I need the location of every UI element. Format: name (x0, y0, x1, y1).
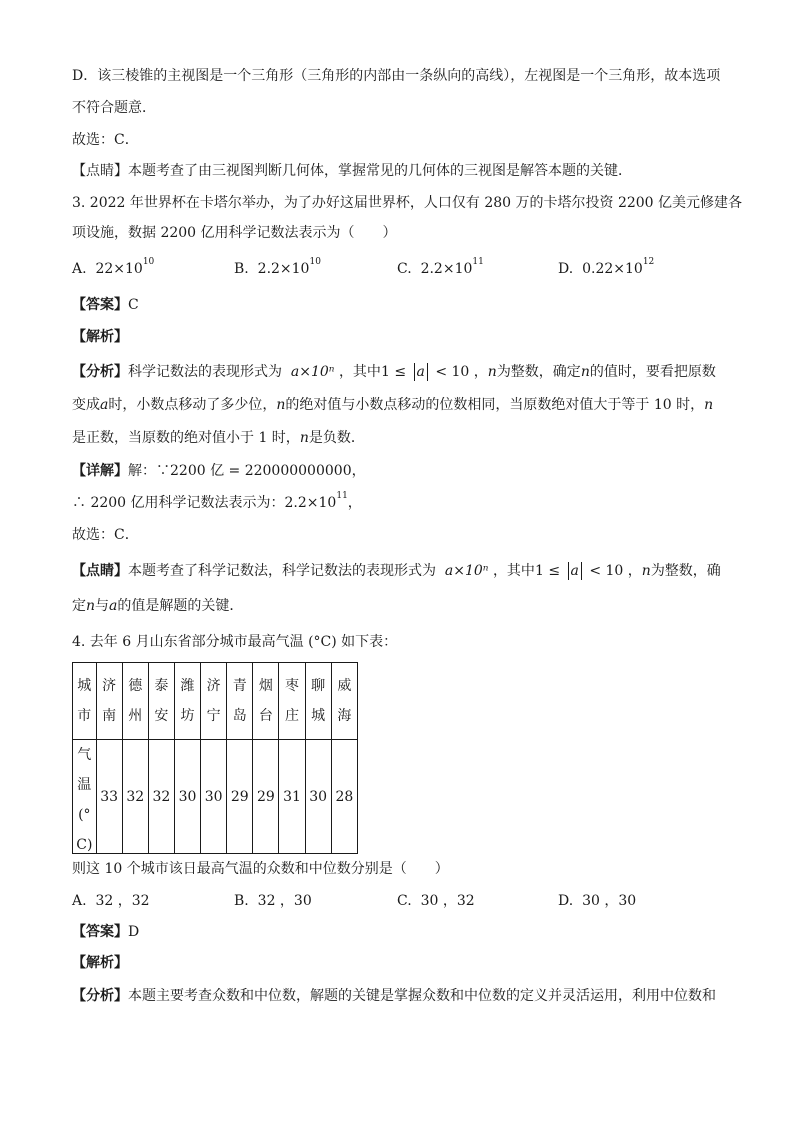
because-symbol: ∵ (156, 463, 170, 479)
table-cell-city: 烟台 (253, 663, 279, 740)
q3-option-d: D. $0.22\times 10^{12}$ (558, 257, 655, 277)
table-header-temperature: 气温(°C) (73, 740, 97, 854)
previous-choose-line: 故选：C． (72, 132, 139, 148)
answer-value: D (128, 924, 140, 940)
table-cell-temp: 31 (279, 740, 305, 854)
q3-stem-line2: 项设施，数据 2200 亿用科学记数法表示为（ ） (72, 225, 397, 241)
table-cell-city: 青岛 (227, 663, 253, 740)
table-cell-city: 泰安 (148, 663, 174, 740)
q3-fenxi-line3: 是正数，当原数的绝对值小于 1 时，n是负数． (72, 430, 365, 446)
previous-comment-line: 【点睛】本题考查了由三视图判断几何体，掌握常见的几何体的三视图是解答本题的关键． (72, 163, 632, 179)
q3-detail-line2: ∴ 2200 亿用科学记数法表示为：$2.2\times 10^{11}$， (72, 491, 362, 511)
q3-answer-line (72, 295, 139, 315)
detail-label: 【详解】 (72, 463, 128, 479)
q3-detail-line1: 【详解】解：∵2200 亿 = 220000000000， (72, 463, 366, 479)
option-d-explanation-line2: 不符合题意． (72, 100, 156, 116)
table-header-city: 城市 (73, 663, 97, 740)
table-cell-temp: 30 (174, 740, 200, 854)
table-cell-temp: 30 (201, 740, 227, 854)
table-cell-city: 济南 (96, 663, 122, 740)
q3-option-a: A. $22\times 10^{10}$ (72, 257, 155, 277)
q3-comment-line1: 【点睛】本题考查了科学记数法，科学记数法的表现形式为 a×10ⁿ ，其中1 ≤ a < 10 ，n为整数，确 (72, 563, 721, 579)
table-cell-city: 威海 (331, 663, 357, 740)
abs-a: a (414, 363, 428, 381)
q4-analysis-label: 【解析】 (72, 955, 128, 971)
table-cell-temp: 28 (331, 740, 357, 854)
q4-option-d: D. 30 ，30 (558, 893, 637, 909)
q3-choose-line: 故选：C． (72, 527, 139, 543)
q3-fenxi-line1: 【分析】科学记数法的表现形式为 a×10ⁿ ，其中1 ≤ a < 10 ，n为整数，确定n的值时，要看把原数 (72, 364, 716, 380)
fenxi-label: 【分析】 (72, 988, 128, 1004)
table-cell-city: 聊城 (305, 663, 331, 740)
table-cell-city: 济宁 (201, 663, 227, 740)
q3-analysis-label: 【解析】 (72, 329, 128, 345)
q3-option-c: C. $2.2\times 10^{11}$ (397, 257, 484, 277)
answer-label: 【答案】 (72, 297, 128, 313)
table-row-cities (73, 663, 358, 740)
table-cell-temp: 32 (148, 740, 174, 854)
answer-label: 【答案】 (72, 924, 128, 940)
q3-fenxi-line2: 变成a时，小数点移动了多少位，n的绝对值与小数点移动的位数相同，当原数绝对值大于等于 10 时，n (72, 397, 714, 413)
q4-fenxi-line: 【分析】本题主要考查众数和中位数，解题的关键是掌握众数和中位数的定义并灵活运用，利用中位数和 (72, 988, 716, 1004)
table-row-temperatures (73, 740, 358, 854)
table-cell-temp: 30 (305, 740, 331, 854)
q4-stem: 4. 去年 6 月山东省部分城市最高气温 (°C) 如下表： (72, 634, 398, 650)
formula-a-times-10n: a×10ⁿ (290, 364, 335, 380)
q4-option-b: B. 32 ，30 (234, 893, 312, 909)
q3-stem-line1: 3. 2022 年世界杯在卡塔尔举办，为了办好这届世界杯，人口仅有 280 万的卡塔尔投资 2200 亿美元修建各 (72, 195, 743, 211)
fenxi-label: 【分析】 (72, 364, 128, 380)
table-cell-city: 潍坊 (174, 663, 200, 740)
comment-label: 【点睛】 (72, 563, 128, 579)
q4-option-a: A. 32 ，32 (72, 893, 150, 909)
table-cell-temp: 32 (122, 740, 148, 854)
q4-question: 则这 10 个城市该日最高气温的众数和中位数分别是（ ） (72, 861, 449, 877)
table-cell-temp: 29 (253, 740, 279, 854)
answer-value: C (128, 297, 139, 313)
table-cell-city: 德州 (122, 663, 148, 740)
q4-option-c: C. 30 ，32 (397, 893, 475, 909)
q4-answer-line (72, 922, 139, 942)
q3-comment-line2: 定n与a的值是解题的关键． (72, 598, 244, 614)
table-cell-temp: 33 (96, 740, 122, 854)
q3-option-b: B. $2.2\times 10^{10}$ (234, 257, 321, 277)
table-cell-city: 枣庄 (279, 663, 305, 740)
option-d-explanation-line1: D．该三棱锥的主视图是一个三角形（三角形的内部由一条纵向的高线），左视图是一个三角形，故本选项 (72, 68, 721, 84)
temperature-table (72, 662, 358, 854)
table-cell-temp: 29 (227, 740, 253, 854)
